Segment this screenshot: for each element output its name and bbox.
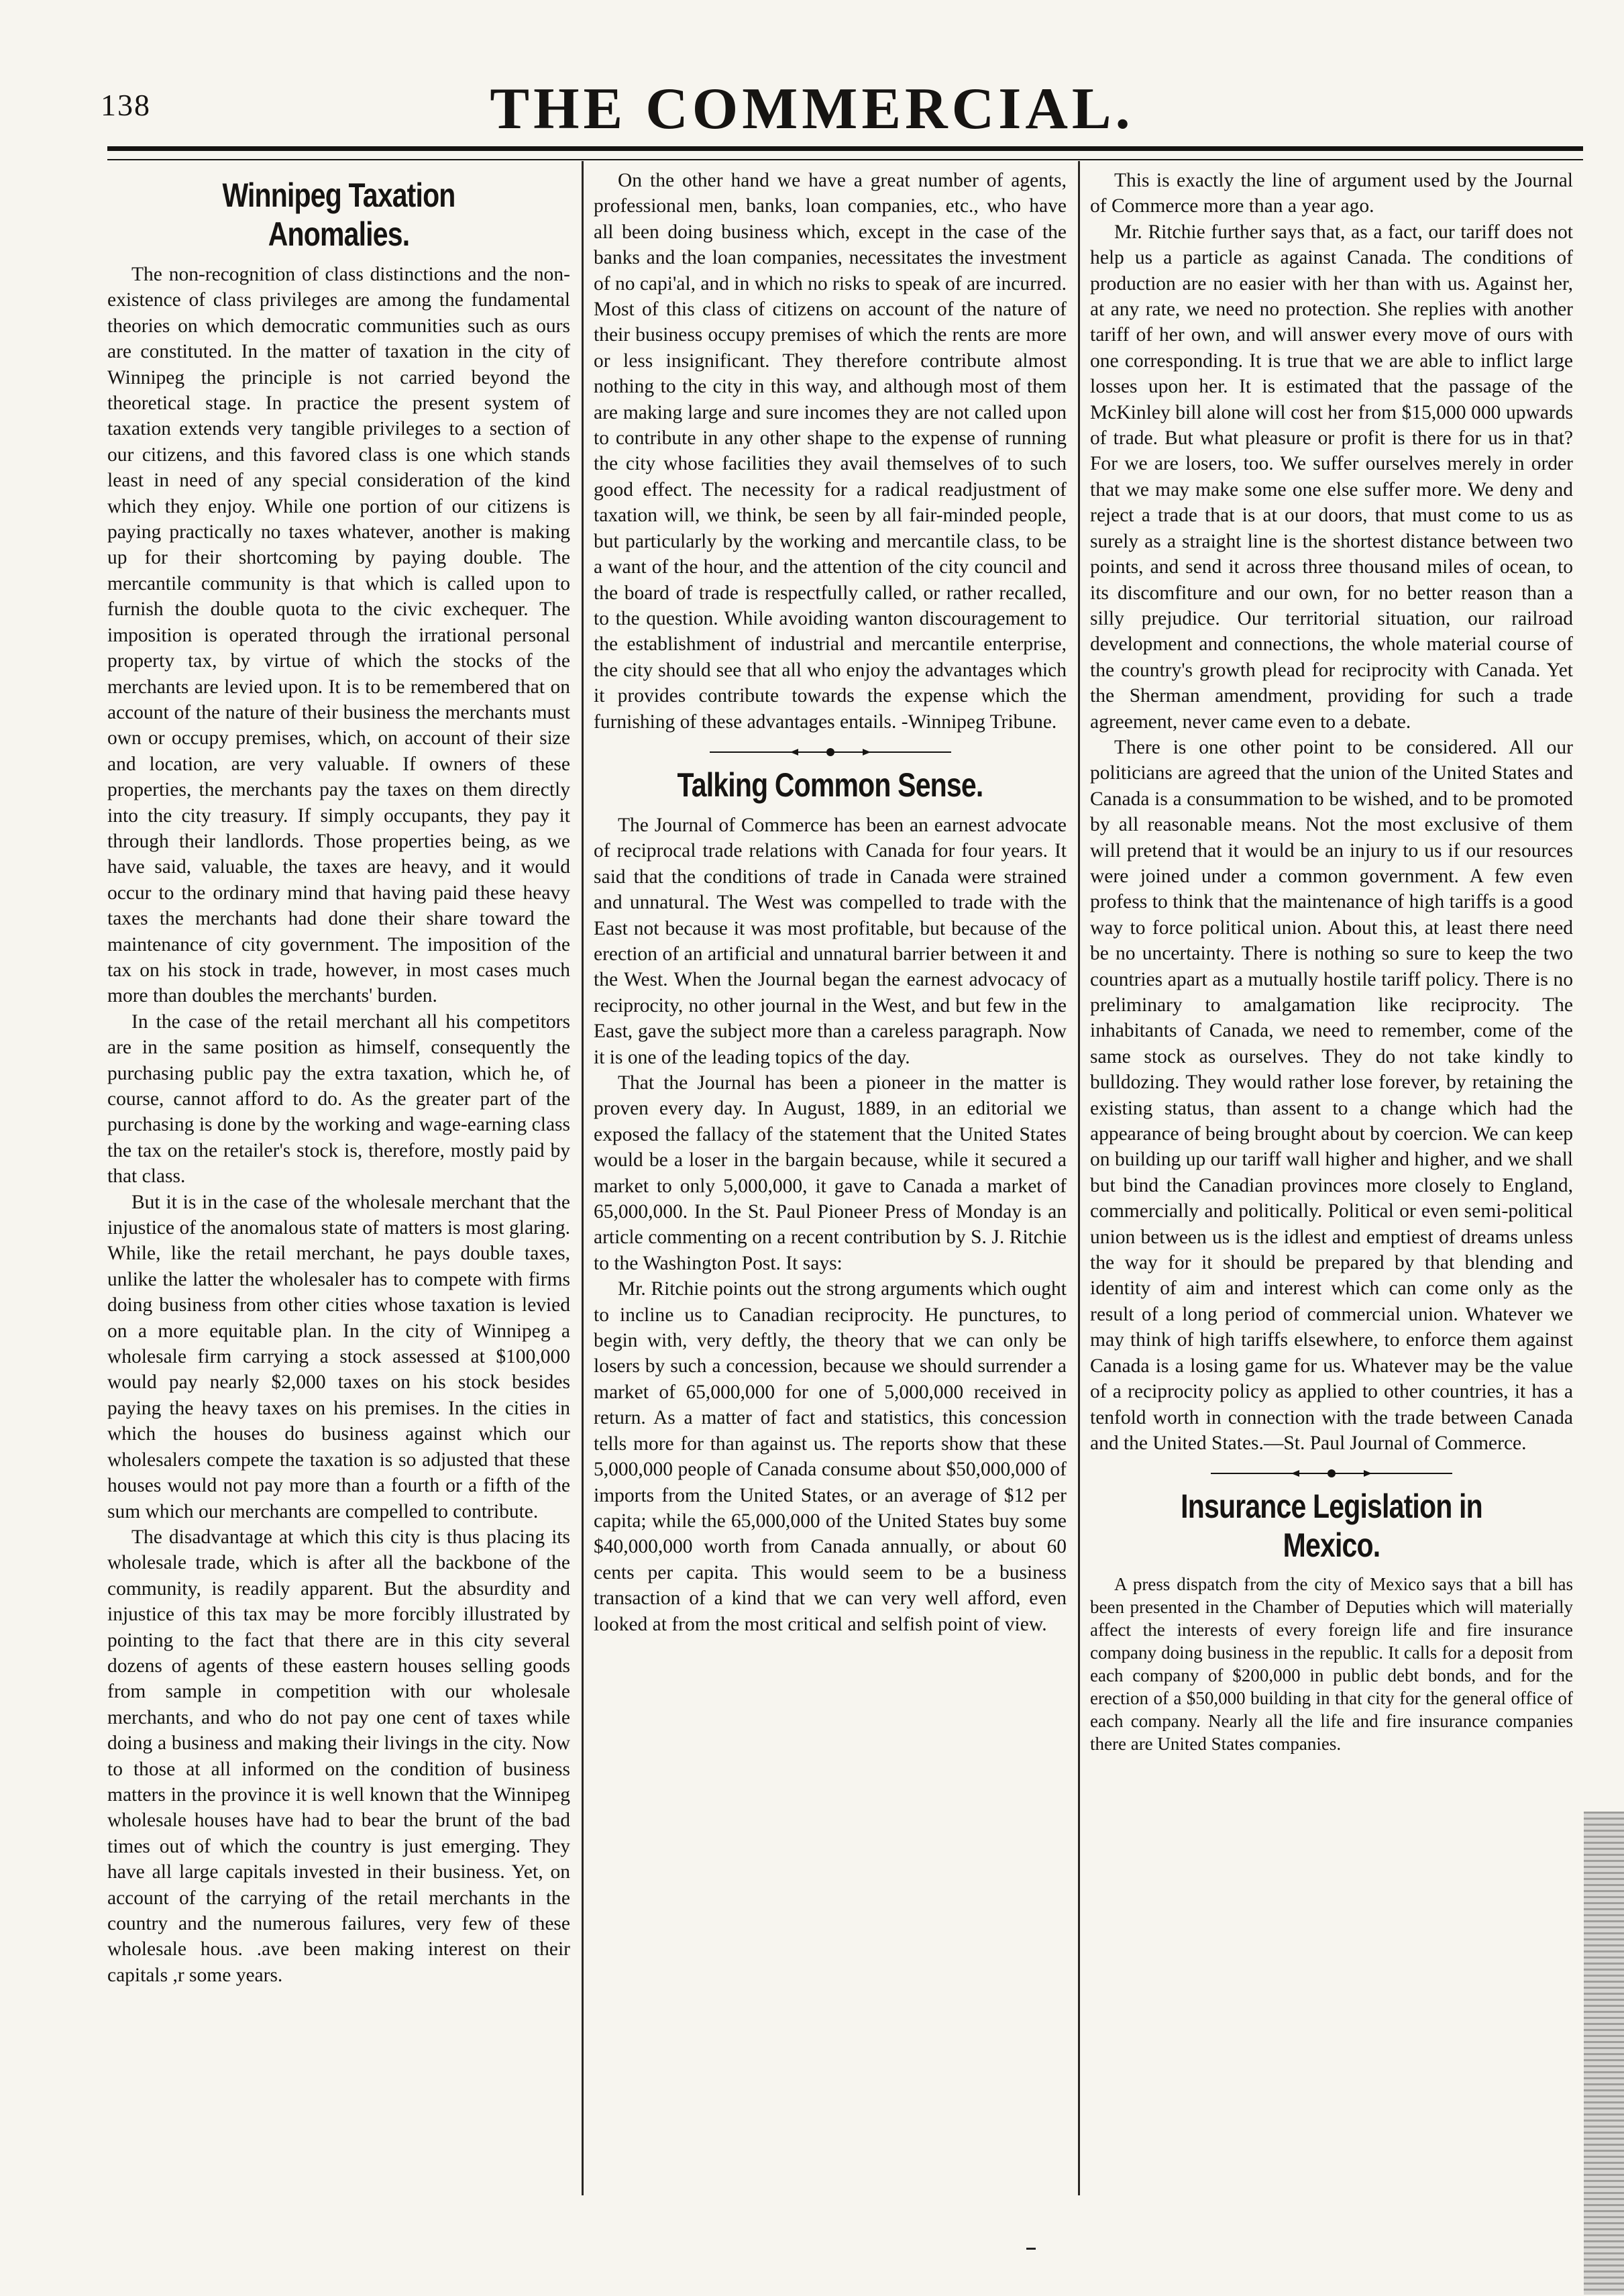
column-rule (1078, 161, 1080, 2195)
article-paragraph: In the case of the retail merchant all his competitors are in the same position as himself, consequently the purchasing public pay the extra taxation, which he, of course, cannot afford to do. As the greater part of the purchasing is done by the working and wage-earning class the tax on the retailer's stock is, therefore, mostly paid by that class. (107, 1010, 570, 1188)
masthead: THE COMMERCIAL. (490, 76, 1134, 142)
page-number: 138 (101, 88, 151, 122)
scan-edge (1584, 1812, 1624, 2295)
article-paragraph: That the Journal has been a pioneer in the matter is proven every day. In August, 1889, in an editorial we exposed the fallacy of the statement that the United States would be a loser in the bargain because, while it secured a market to only 5,000,000, it gave to Canada a market of 65,000,000. In the St. Paul Pioneer Press of Monday is an article commenting on a recent contribution by S. J. Ritchie to the Washington Post. It says: (594, 1072, 1067, 1274)
article-paragraph: Mr. Ritchie points out the strong arguments which ought to incline us to Canadian reciprocity. He punctures, to begin with, very deftly, the theory that we can only be losers by such a concession, because we should surrender a market of 65,000,000 for one of 5,000,000 received in return. As a matter of fact and statistics, this concession tells more for than against us. The reports show that these 5,000,000 people of Canada consume about $50,000,000 of imports from the United States, or an average of $12 per capita; while the 65,000,000 of the United States buy some $40,000,000 worth from Canada annually, or about 60 cents per capita. This would seem to be a business transaction of a kind that we can very well afford, even looked at from the most critical and selfish point of view. (594, 1278, 1067, 1635)
article-paragraph: This is exactly the line of argument used by the Journal of Commerce more than a year ago. (1090, 170, 1573, 217)
column-2 (594, 168, 1067, 2195)
header-rule (107, 146, 1583, 160)
ornament-divider (1090, 1468, 1573, 1479)
article-paragraph: The non-recognition of class distinctions and the non-existence of class privileges are among the fundamental theories on which democratic communities such as ours are constituted. In the matter of taxation in the city of Winnipeg the principle is not carried beyond the theoretical stage. In practice the present system of taxation extends very tangible privileges to a section of our citizens, and this favored class is one which stands least in need of any special consideration of the kind which they enjoy. While one portion of our citizens is paying practically no taxes whatever, another is making up for their shortcoming by paying double. The mercantile community is that which is called upon to furnish the double quota to the civic exchequer. The imposition is operated through the irrational personal property tax, by virtue of which the stocks of the merchants are levied upon. It is to be remembered that on account of the nature of their business the merchants must own or occupy premises, which, on account of their size and location, are very valuable. If owners of these properties, the merchants pay the taxes on them directly into the city treasury. If simply occupants, they pay it through their landlords. Those properties being, as we have said, valuable, the taxes are heavy, and it would occur to the ordinary mind that having paid these heavy taxes the merchants had done their share toward the maintenance of city government. The imposition of the tax on his stock in trade, however, in most cases much more than doubles the merchants' burden. (107, 264, 570, 1007)
article-paragraph: A press dispatch from the city of Mexico says that a bill has been presented in the Chamber of Deputies which will materially affect the interests of every foreign life and fire insurance company doing business in the republic. It calls for a deposit from each company of $200,000 in public debt bonds, and for the erection of a $50,000 building in that city for the general office of each company. Nearly all the life and fire insurance companies there are United States companies. (1090, 1574, 1573, 1755)
column-3 (1090, 168, 1573, 2195)
page-mark (1026, 2248, 1036, 2250)
article-paragraph: Mr. Ritchie further says that, as a fact, our tariff does not help us a particle as against Canada. The conditions of production are no easier with her than with us. Against her, at any rate, we need no protection. She replies with another tariff of her own, and will answer every move of ours with one corresponding. It is true that we are able to inflict large losses upon her. It is estimated that the passage of the McKinley bill alone will cost her from $15,000 000 upwards of trade. But what pleasure or profit is there for us in that? For we are losers, too. We suffer ourselves merely in order that we may make some one else suffer more. We deny and reject a trade that is at our doors, that must come to us as surely as a straight line is the shortest distance between two points, and send it across three thousand miles of ocean, to its discomfiture and our own, for no better reason than a silly prejudice. Our territorial situation, our railroad development and connections, the whole material course of the country's growth plead for reciprocity with Canada. Yet the Sherman amendment, providing for such a trade agreement, never came even to a debate. (1090, 221, 1573, 733)
ornament-divider (594, 747, 1067, 758)
article-title: Insurance Legislation in Mexico. (1181, 1488, 1482, 1565)
article-paragraph: On the other hand we have a great number of agents, professional men, banks, loan companies, etc., who have all been doing business which, except in the case of the banks and the loan companies, necessitates the investment of no capi'al, and in which no risks to speak of are incurred. Most of this class of citizens on account of the nature of their business occupy premises of which the rents are more or less insignificant. They therefore contribute almost nothing to the city in this way, and although most of them are making large and sure incomes they are not called upon to contribute in any other shape to the expense of running the city whose facilities they avail themselves of to such good effect. The necessity for a radical readjustment of taxation will, we think, be seen by all fair-minded people, but particularly by the working and mercantile class, to be a want of the hour, and the attention of the city council and the board of trade is respectfully called, or rather recalled, to the question. While avoiding wanton discouragement to the establishment of industrial and mercantile enterprise, the city should see that all who enjoy the advantages which it provides contribute towards the expense which the furnishing of these advantages entails. -Winnipeg Tribune. (594, 170, 1067, 733)
article-paragraph: The Journal of Commerce has been an earnest advocate of reciprocal trade relations with Canada for four years. It said that the conditions of trade in Canada were strained and unnatural. The West was compelled to trade with the East not because it was most profitable, but because of the erection of an artificial and unnatural barrier between it and the West. When the Journal began the earnest advocacy of reciprocity, no other journal in the West, and but few in the East, gave the subject more than a careless paragraph. Now it is one of the leading topics of the day. (594, 814, 1067, 1068)
article-paragraph: But it is in the case of the wholesale merchant that the injustice of the anomalous state of matters is most glaring. While, like the retail merchant, he pays double taxes, unlike the latter the wholesaler has to compete with firms doing business from other cities whose taxation is levied on a more equitable plan. In the city of Winnipeg a wholesale firm carrying a stock assessed at $100,000 would pay nearly $2,000 taxes on his stock besides paying the heavy taxes on his premises. In the cities in which the houses do business against which our wholesalers compete the taxation is so adjusted that these houses would not pay more than a fourth or a fifth of the sum which our merchants are compelled to contribute. (107, 1191, 570, 1522)
article-paragraph: There is one other point to be considered. All our politicians are agreed that the union of the United States and Canada is a consummation to be wished, and to be promoted by all reasonable means. Not the most exclusive of them will pretend that it would be an injury to us if our resources were joined under a common government. A few even profess to think that the maintenance of high tariffs is a good way to force political union. About this, at least there need be no uncertainty. There is nothing so sure to keep the two countries apart as a mutually hostile tariff policy. There is no preliminary to amalgamation like reciprocity. The inhabitants of Canada, we need to remember, come of the same stock as ourselves. They do not take kindly to bulldozing. They would rather lose forever, by retaining the existing status, than assent to a change which had the appearance of being brought about by coercion. We can keep on building up our tariff wall higher and higher, and we shall but bind the Canadian provinces more closely to England, commercially and politically. Political or even semi-political union between us is the idlest and emptiest of dreams unless the way for it should be prepared by that blending and identity of aim and interest which can come only as the result of a long period of commercial union. Whatever we may think of high tariffs elsewhere, to enforce them against Canada is a losing game for us. Whatever may be the value of a reciprocity policy as applied to other countries, it has a tenfold worth in connection with the trade between Canada and the United States.—St. Paul Journal of Commerce. (1090, 736, 1573, 1454)
page-header (0, 0, 1624, 174)
article-paragraph: The disadvantage at which this city is thus placing its wholesale trade, which is after all the backbone of the community, is readily apparent. But the absurdity and injustice of this tax may be more forcibly illustrated by pointing to the fact that there are in this city several dozens of agents of these eastern houses selling goods from sample in competition with our wholesale merchants, and who do not pay one cent of taxes while doing a business and making their livings in the city. Now to those at all informed on the condition of business matters in the province it is well known that the Winnipeg wholesale houses have had to bear the brunt of the bad times out of which the country is just emerging. They have all large capitals invested in their business. Yet, on account of the carrying of the retail merchants in the country and the numerous failures, very few of these wholesale hous. .ave been making interest on their capitals ,r some years. (107, 1526, 570, 1986)
column-1 (107, 168, 570, 2195)
article-title: Winnipeg Taxation Anomalies. (222, 176, 455, 253)
column-rule (582, 161, 584, 2195)
article-title: Talking Common Sense. (677, 766, 983, 804)
